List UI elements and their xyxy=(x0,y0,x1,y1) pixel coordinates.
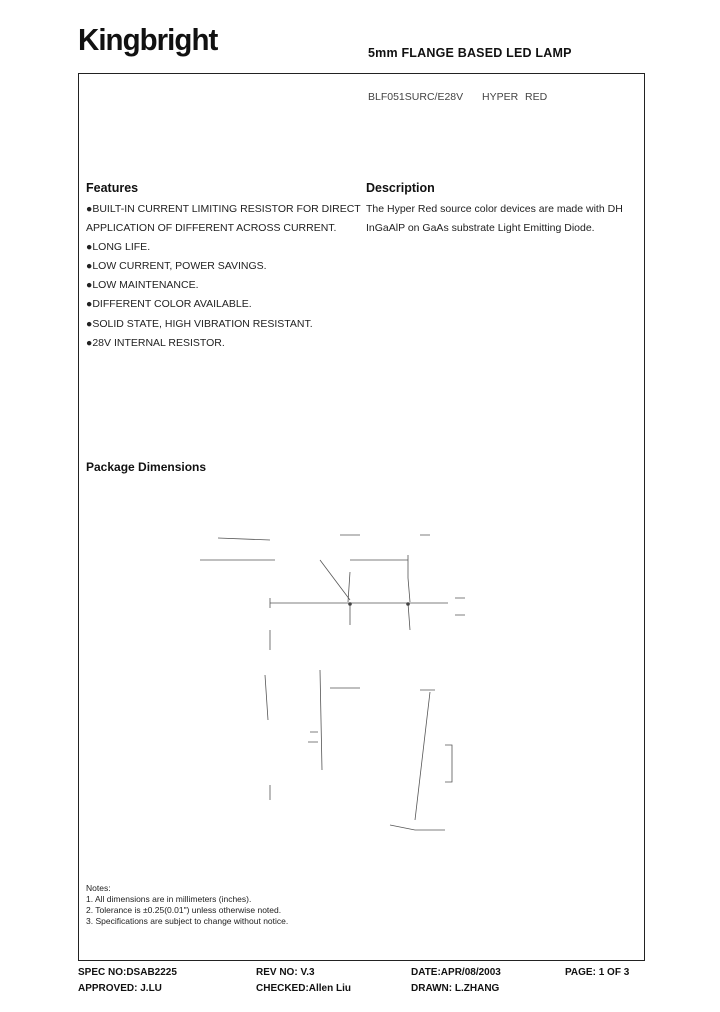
description-line: InGaAlP on GaAs substrate Light Emitting Diode. xyxy=(366,222,595,234)
package-heading: Package Dimensions xyxy=(86,460,207,474)
description-heading: Description xyxy=(366,181,435,195)
notes-heading: Notes: xyxy=(86,883,111,893)
document-title: 5mm FLANGE BASED LED LAMP xyxy=(368,46,572,60)
approved-by: APPROVED: J.LU xyxy=(78,983,162,994)
drawn-by: DRAWN: L.ZHANG xyxy=(411,983,500,994)
feature-item: ●28V INTERNAL RESISTOR. xyxy=(86,337,225,349)
note-item: 3. Specifications are subject to change without notice. xyxy=(86,916,289,926)
feature-item: ●LOW CURRENT, POWER SAVINGS. xyxy=(86,260,267,272)
page-number: PAGE: 1 OF 3 xyxy=(565,967,630,978)
part-color-hyper: HYPER xyxy=(482,91,519,103)
checked-by: CHECKED:Allen Liu xyxy=(256,983,351,994)
features-heading: Features xyxy=(86,181,139,195)
feature-item: ●LOW MAINTENANCE. xyxy=(86,279,199,291)
kingbright-logo: Kingbright xyxy=(78,22,218,57)
document-date: DATE:APR/08/2003 xyxy=(411,967,501,978)
part-color-red: RED xyxy=(525,91,548,103)
spec-number: SPEC NO:DSAB2225 xyxy=(78,967,177,978)
feature-item: APPLICATION OF DIFFERENT ACROSS CURRENT. xyxy=(86,222,337,234)
package-dimension-drawing xyxy=(190,520,500,840)
feature-item: ●DIFFERENT COLOR AVAILABLE. xyxy=(86,298,252,310)
description-line: The Hyper Red source color devices are made with DH xyxy=(366,203,623,215)
note-item: 1. All dimensions are in millimeters (inches). xyxy=(86,894,252,904)
feature-item: ●SOLID STATE, HIGH VIBRATION RESISTANT. xyxy=(86,318,313,330)
revision-number: REV NO: V.3 xyxy=(256,967,315,978)
part-number: BLF051SURC/E28V xyxy=(368,91,464,103)
feature-item: ●LONG LIFE. xyxy=(86,241,151,253)
feature-item: ●BUILT-IN CURRENT LIMITING RESISTOR FOR DIRECT xyxy=(86,203,361,215)
note-item: 2. Tolerance is ±0.25(0.01") unless otherwise noted. xyxy=(86,905,282,915)
